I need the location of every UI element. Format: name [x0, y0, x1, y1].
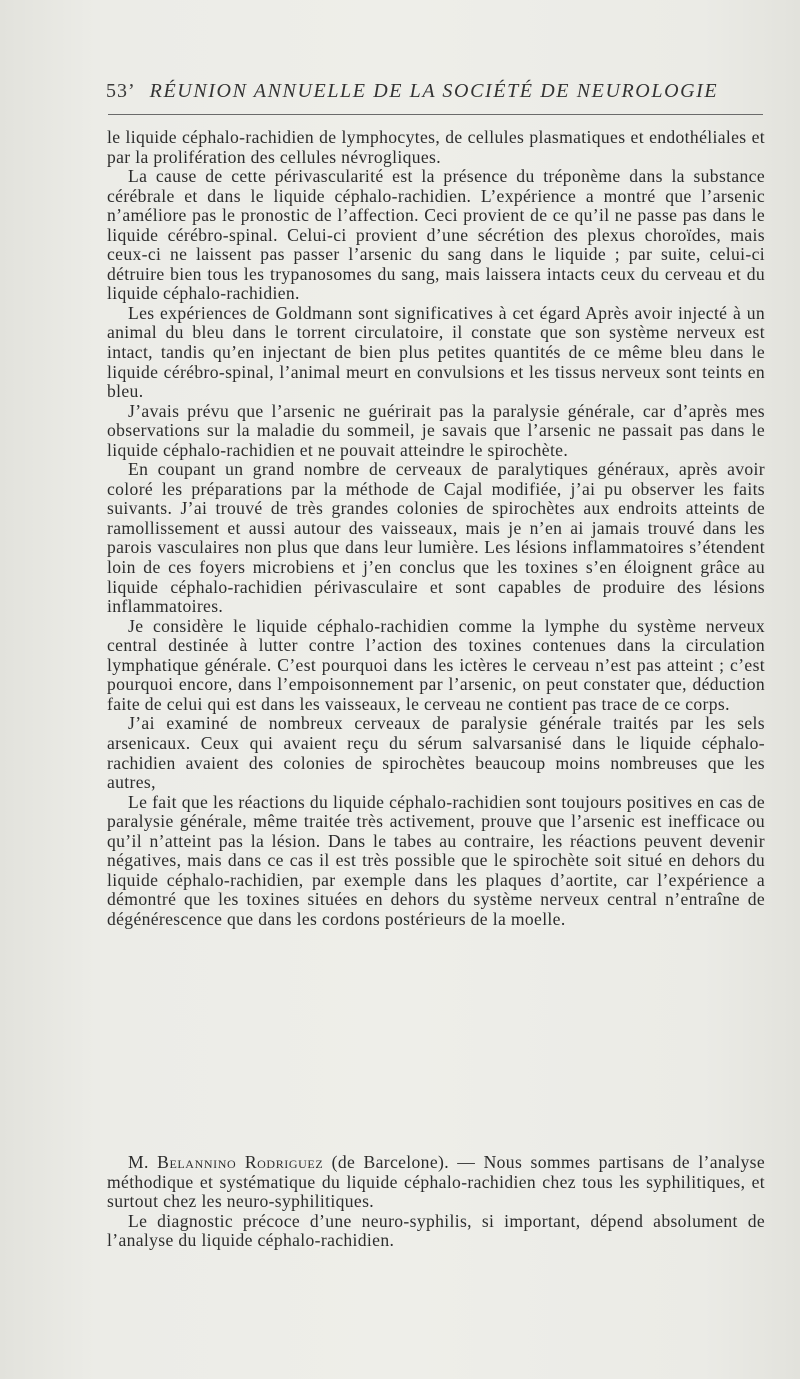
paragraph: La cause de cette périvascularité est la présence du tréponème dans la substance cérébrale et dans le liquide céphalo-rachidien. L’expérience a montré que l’arsenic n’améliore pas le pronostic de l’affection. Ceci provient de ce qu’il ne passe pas dans le liquide cérébro-spinal. Celui-ci provient d’une sécrétion des plexus choroïdes, mais ceux-ci ne laissent pas passer l’arsenic du sang dans le liquide ; par suite, celui-ci détruire bien tous les trypanosomes du sang, mais laissera intacts ceux du cerveau et du liquide céphalo-rachidien. — [107, 166, 765, 304]
paragraph: Le fait que les réactions du liquide céphalo-rachidien sont toujours positives en cas de paralysie générale, même traitée très activement, prouve que l’arsenic est inefficace ou qu’il n’atteint pas la lésion. Dans le tabes au contraire, les réactions peuvent devenir négatives, mais dans ce cas il est très possible que le spirochète soit situé en dehors du liquide céphalo-rachidien, par exemple dans les plaques d’aortite, car l’expérience a démontré que les toxines situées en dehors du système nerveux central n’entraîne de dégénérescence que dans les cordons postérieurs de la moelle. — [107, 791, 765, 929]
main-text — [107, 128, 765, 929]
paragraph: J’avais prévu que l’arsenic ne guérirait pas la paralysie générale, car d’après mes observations sur la maladie du sommeil, je savais que l’arsenic ne passait pas dans le liquide céphalo-rachidien et ne pouvait atteindre le spirochète. — [107, 400, 765, 460]
paragraph: le liquide céphalo-rachidien de lymphocytes, de cellules plasmatiques et endothéliales et par la prolifération des cellules névrogliques. — [107, 127, 765, 167]
closing-paragraph: Le diagnostic précoce d’une neuro-syphilis, si important, dépend absolument de l’analyse du liquide céphalo-rachidien. — [107, 1210, 765, 1251]
running-title: RÉUNION ANNUELLE DE LA SOCIÉTÉ DE NEUROLOGIE — [149, 80, 719, 102]
paragraph: J’ai examiné de nombreux cerveaux de paralysie générale traités par les sels arsenicaux. Ceux qui avaient reçu du sérum salvarsanisé dans le liquide céphalo-rachidien avaient des colonies de spirochètes beaucoup moins nombreuses que les autres, — [107, 713, 765, 793]
paragraph: En coupant un grand nombre de cerveaux de paralytiques généraux, après avoir coloré les préparations par la méthode de Cajal modifiée, j’ai pu observer les faits suivants. J’ai trouvé de très grandes colonies de spirochètes aux endroits atteints de ramollissement et aussi autour des vaisseaux, mais je n’en ai jamais trouvé dans les parois vasculaires non plus que dans leur lumière. Les lésions inflammatoires s’étendent loin de ces foyers microbiens et j’en conclus que les toxines s’en éloignent grâce au liquide céphalo-rachidien périvasculaire et sont capables de produire des lésions inflammatoires. — [107, 459, 765, 617]
page-number: 53’ — [106, 80, 136, 102]
header-rule — [108, 114, 763, 115]
speaker-section — [107, 1153, 765, 1251]
speaker-prefix: M. — [128, 1152, 158, 1172]
speaker-statement: (de Barcelone). — Nous sommes partisans de l’analyse méthodique et systématique du liquide céphalo-rachidien chez tous les syphilitiques, et surtout chez les neuro-syphilitiques. — [107, 1152, 765, 1212]
speaker-name: Belannino Rodriguez — [157, 1152, 324, 1172]
paragraph: Je considère le liquide céphalo-rachidien comme la lymphe du système nerveux central destinée à lutter contre l’action des toxines contenues dans la circulation lymphatique générale. C’est pourquoi dans les ictères le cerveau n’est pas atteint ; c’est pourquoi encore, dans l’empoisonnement par l’arsenic, on peut constater que, déduction faite de celui qui est dans les vaisseaux, le cerveau ne contient pas trace de ce corps. — [107, 615, 765, 714]
speaker-paragraph — [107, 1153, 765, 1212]
paragraph: Les expériences de Goldmann sont significatives à cet égard Après avoir injecté à un animal du bleu dans le torrent circulatoire, il constate que son système nerveux est intact, tandis qu’en injectant de bien plus petites quantités de ce même bleu dans le liquide cérébro-spinal, l’animal meurt en convulsions et les tissus nerveux sont teints en bleu. — [107, 302, 765, 402]
running-header — [106, 80, 766, 110]
